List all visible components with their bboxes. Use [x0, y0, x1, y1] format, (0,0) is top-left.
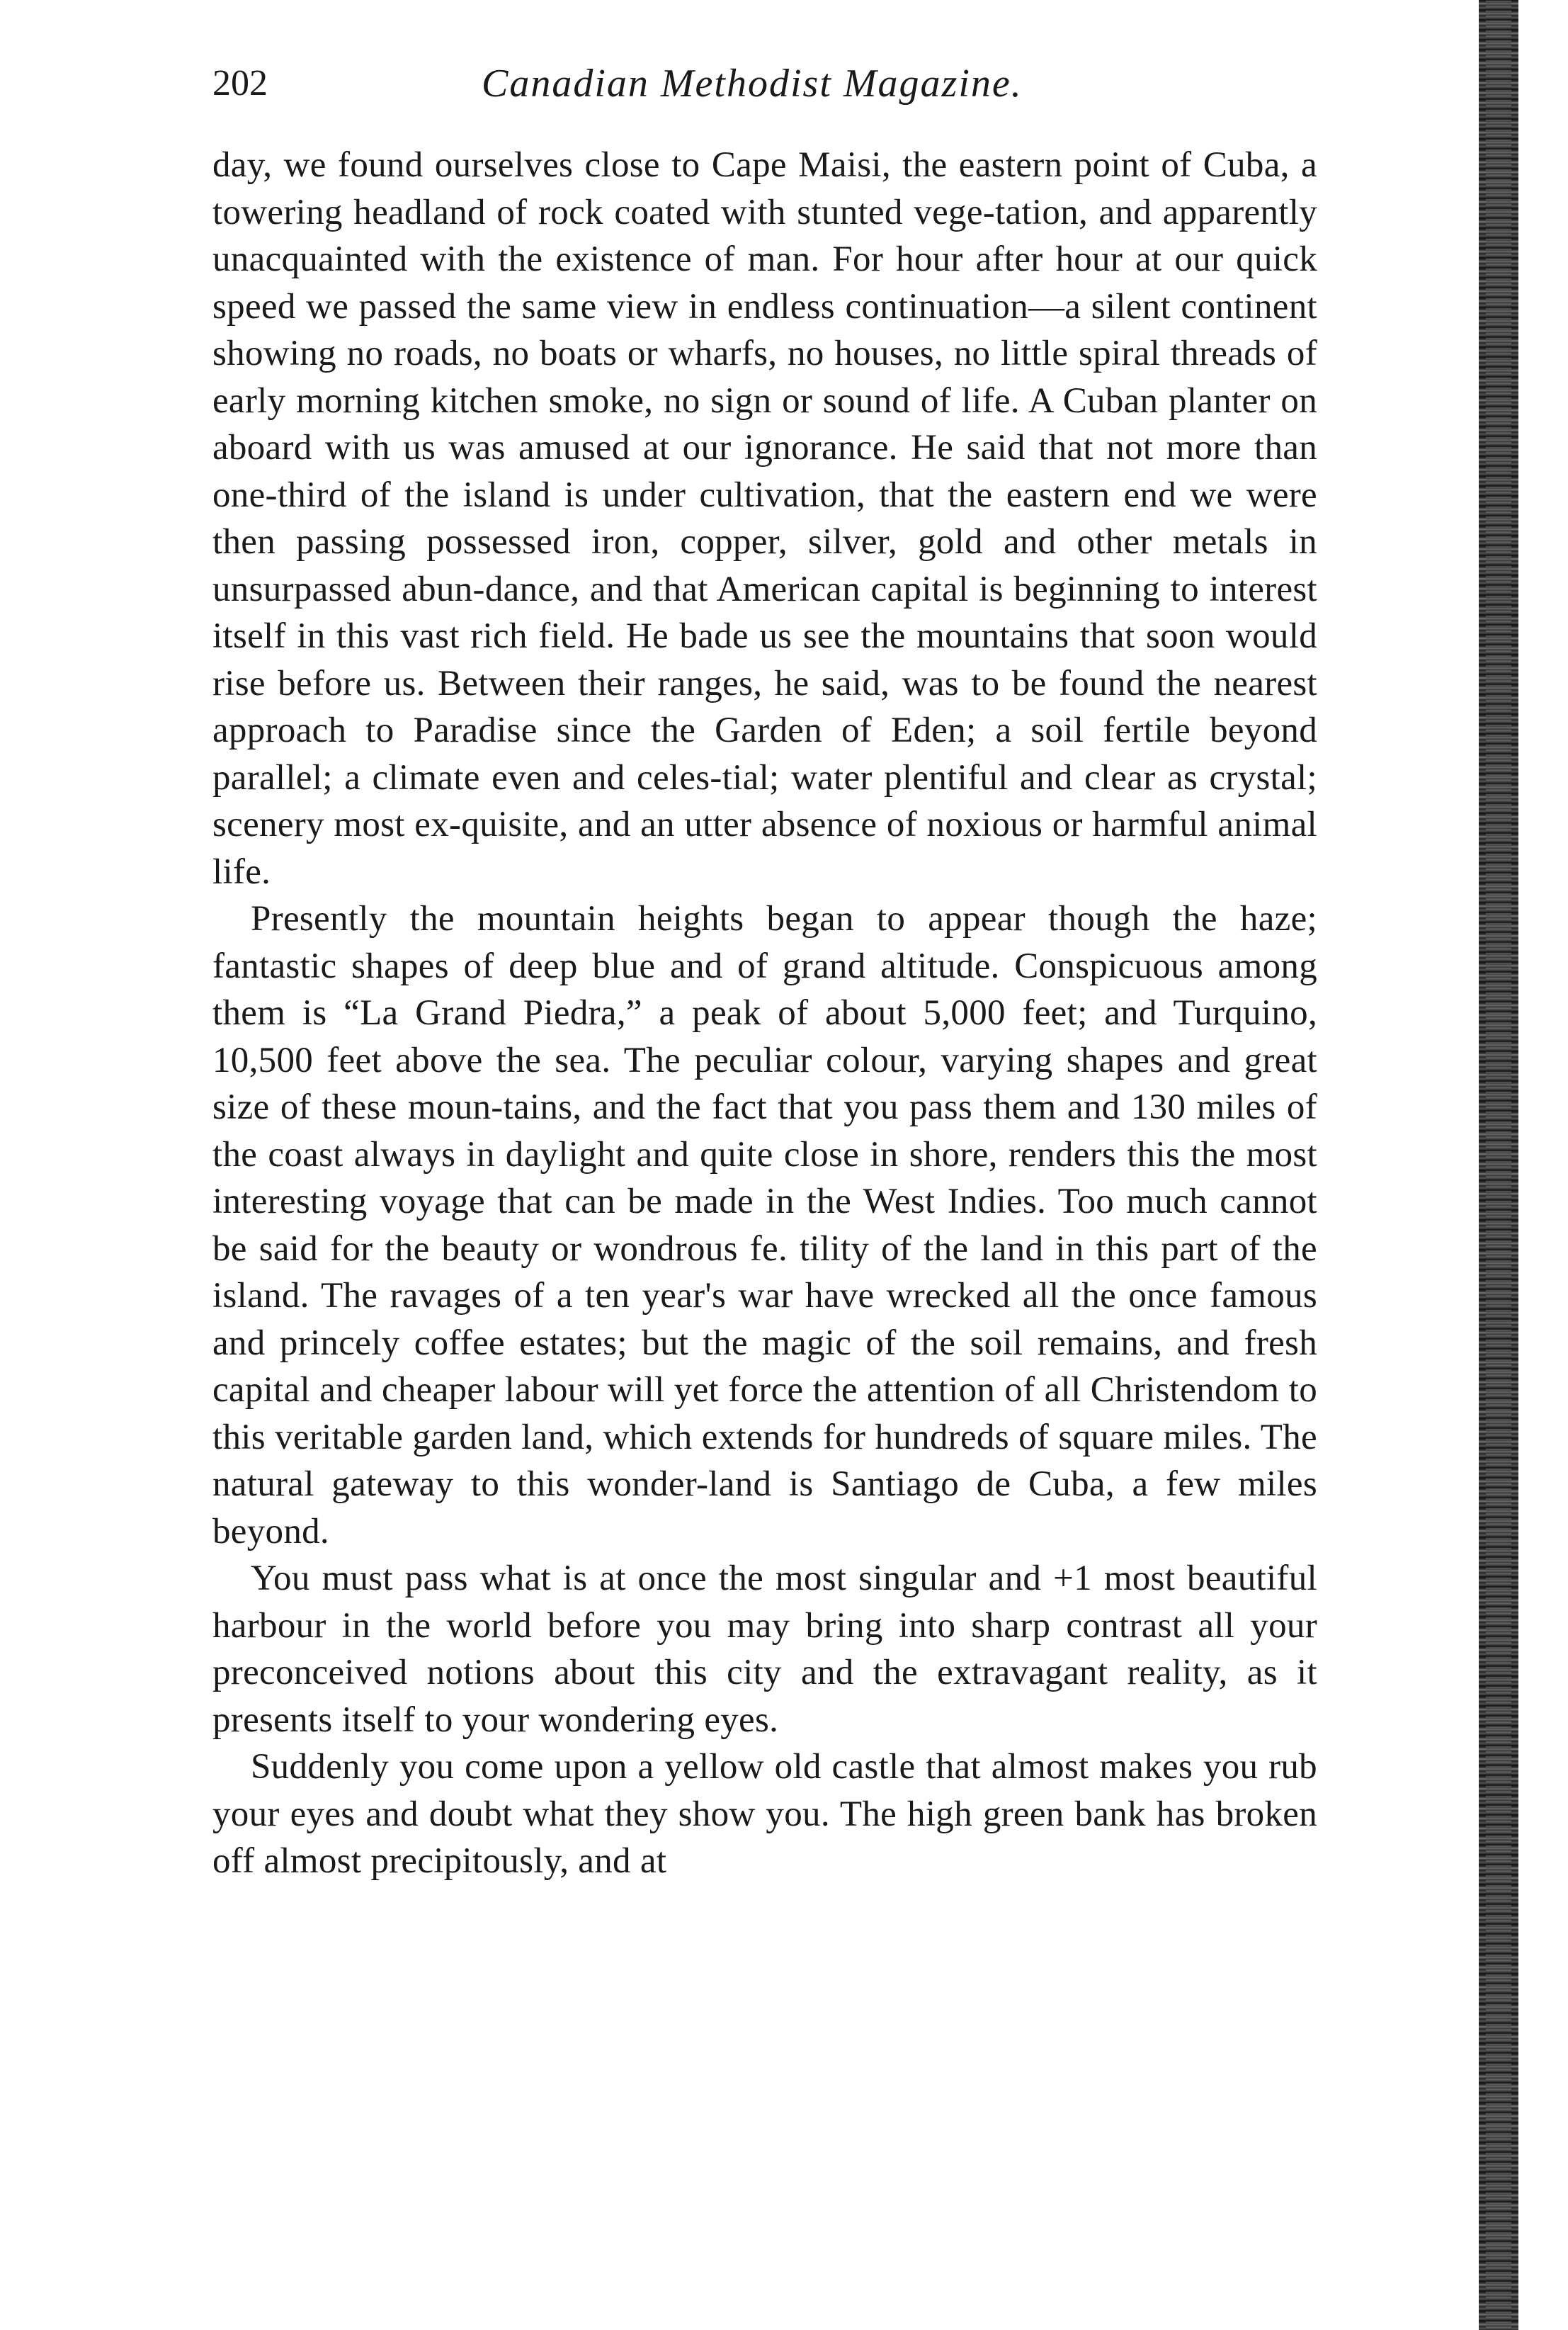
page-number: 202 [212, 63, 268, 103]
paragraph-castle: Suddenly you come upon a yellow old castle that almost makes you rub your eyes and doubt what they show you. The high green bank has broken off almost precipitously, and at [212, 1747, 1317, 1881]
paragraph-continued: day, we found ourselves close to Cape Maisi, the eastern point of Cuba, a towering headland of rock coated with stunted vege-tation, and apparently unacquainted with the existence of man. For hour after hour at our quick speed we passed the same view in endless continuation—a silent continent showing no roads, no boats or wharfs, no houses, no little spiral threads of early morning kitchen smoke, no sign or sound of life. A Cuban planter on aboard with us was amused at our ignorance. He said that not more than one-third of the island is under cultivation, that the eastern end we were then passing possessed iron, copper, silver, gold and other metals in unsurpassed abun-dance, and that American capital is beginning to interest itself in this vast rich field. He bade us see the mountains that soon would rise before us. Between their ranges, he said, was to be found the nearest approach to Paradise since the Garden of Eden; a soil fertile beyond parallel; a climate even and celes-tial; water plentiful and clear as crystal; scenery most ex-quisite, and an utter absence of noxious or harmful animal life. [212, 145, 1317, 892]
running-title: Canadian Methodist Magazine. [482, 62, 1023, 106]
scanned-page-edge [1479, 0, 1518, 2330]
page-header [212, 61, 1317, 118]
paragraph-mountains: Presently the mountain heights began to appear though the haze; fantastic shapes of deep blue and of grand altitude. Conspicuous among them is “La Grand Piedra,” a peak of about 5,000 feet; and Turquino, 10,500 feet above the sea. The peculiar colour, varying shapes and great size of these moun-tains, and the fact that you pass them and 130 miles of the coast always in daylight and quite close in shore, renders this the most interesting voyage that can be made in the West Indies. Too much cannot be said for the beauty or wondrous fe. tility of the land in this part of the island. The ravages of a ten year's war have wrecked all the once famous and princely coffee estates; but the magic of the soil remains, and fresh capital and cheaper labour will yet force the attention of all Christendom to this veritable garden land, which extends for hundreds of square miles. The natural gateway to this wonder-land is Santiago de Cuba, a few miles beyond. [212, 899, 1317, 1551]
paragraph-harbour: You must pass what is at once the most singular and +1 most beautiful harbour in the world before you may bring into sharp contrast all your preconceived notions about this city and the extravagant reality, as it presents itself to your wondering eyes. [212, 1559, 1317, 1740]
body-text [212, 142, 1317, 1885]
